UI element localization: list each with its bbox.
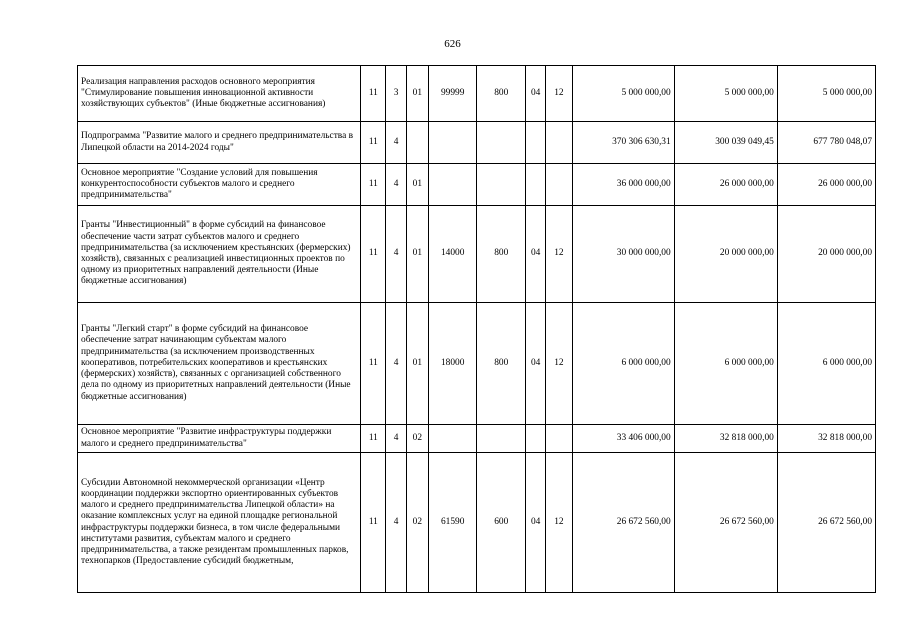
code-cell: 04 [526, 66, 546, 122]
code-cell: 01 [406, 303, 428, 425]
code-cell [546, 164, 572, 206]
row-name: Основное мероприятие "Создание условий для повышения конкурентоспособности субъектов малого и среднего предпринимательства" [78, 164, 361, 206]
code-cell: 11 [361, 303, 386, 425]
amount-cell: 32 818 000,00 [674, 425, 777, 453]
page-number: 626 [444, 38, 461, 50]
code-cell: 4 [386, 122, 406, 164]
code-cell: 18000 [428, 303, 477, 425]
code-cell: 01 [406, 206, 428, 303]
code-cell [526, 164, 546, 206]
amount-cell: 6 000 000,00 [777, 303, 875, 425]
code-cell: 02 [406, 453, 428, 593]
code-cell: 61590 [428, 453, 477, 593]
code-cell: 14000 [428, 206, 477, 303]
code-cell [477, 122, 526, 164]
code-cell: 4 [386, 303, 406, 425]
code-cell: 600 [477, 453, 526, 593]
code-cell: 99999 [428, 66, 477, 122]
row-name: Гранты "Легкий старт" в форме субсидий на финансовое обеспечение затрат начинающим субъектам малого предпринимательства (за исключением производственных кооперативов, потребительских кооперативов и крестьянских (фермерских) хозяйств), связанных с организацией собственного дела по одному из приоритетных направлений деятельности (Иные бюджетные ассигнования) [78, 303, 361, 425]
code-cell: 11 [361, 122, 386, 164]
code-cell: 4 [386, 425, 406, 453]
row-name: Подпрограмма "Развитие малого и среднего предпринимательства в Липецкой области на 2014-2024 годы" [78, 122, 361, 164]
amount-cell: 5 000 000,00 [572, 66, 674, 122]
code-cell [428, 425, 477, 453]
code-cell: 01 [406, 66, 428, 122]
code-cell: 12 [546, 66, 572, 122]
code-cell [546, 425, 572, 453]
code-cell: 11 [361, 164, 386, 206]
code-cell: 11 [361, 453, 386, 593]
code-cell: 4 [386, 164, 406, 206]
table-row [78, 66, 876, 122]
amount-cell: 26 672 560,00 [572, 453, 674, 593]
table-row [78, 122, 876, 164]
code-cell: 800 [477, 66, 526, 122]
code-cell: 11 [361, 425, 386, 453]
amount-cell: 20 000 000,00 [777, 206, 875, 303]
table-row [78, 303, 876, 425]
amount-cell: 26 000 000,00 [674, 164, 777, 206]
code-cell: 11 [361, 206, 386, 303]
row-name: Реализация направления расходов основного мероприятия "Стимулирование повышения инновационной активности хозяйствующих субъектов" (Иные бюджетные ассигнования) [78, 66, 361, 122]
amount-cell: 26 000 000,00 [777, 164, 875, 206]
code-cell [526, 425, 546, 453]
amount-cell: 32 818 000,00 [777, 425, 875, 453]
code-cell: 01 [406, 164, 428, 206]
amount-cell: 677 780 048,07 [777, 122, 875, 164]
code-cell: 04 [526, 303, 546, 425]
code-cell: 04 [526, 453, 546, 593]
table-row [78, 206, 876, 303]
code-cell: 3 [386, 66, 406, 122]
row-name: Гранты "Инвестиционный" в форме субсидий на финансовое обеспечение части затрат субъектов малого и среднего предпринимательства (за исключением крестьянских (фермерских) хозяйств), связанных с реализацией инвестиционных проектов по одному из приоритетных направлений деятельности (Иные бюджетные ассигнования) [78, 206, 361, 303]
amount-cell: 5 000 000,00 [777, 66, 875, 122]
table-row [78, 164, 876, 206]
amount-cell: 26 672 560,00 [674, 453, 777, 593]
amount-cell: 370 306 630,31 [572, 122, 674, 164]
amount-cell: 30 000 000,00 [572, 206, 674, 303]
budget-table [77, 65, 876, 593]
amount-cell: 33 406 000,00 [572, 425, 674, 453]
amount-cell: 6 000 000,00 [674, 303, 777, 425]
code-cell [477, 425, 526, 453]
amount-cell: 36 000 000,00 [572, 164, 674, 206]
code-cell: 4 [386, 206, 406, 303]
code-cell: 02 [406, 425, 428, 453]
code-cell: 04 [526, 206, 546, 303]
amount-cell: 20 000 000,00 [674, 206, 777, 303]
code-cell [428, 122, 477, 164]
amount-cell: 300 039 049,45 [674, 122, 777, 164]
amount-cell: 6 000 000,00 [572, 303, 674, 425]
row-name: Основное мероприятие "Развитие инфраструктуры поддержки малого и среднего предпринимательства" [78, 425, 361, 453]
code-cell: 800 [477, 206, 526, 303]
row-name: Субсидии Автономной некоммерческой организации «Центр координации поддержки экспортно ориентированных субъектов малого и среднего предпринимательства Липецкой области» на оказание комплексных услуг на единой площадке региональной инфраструктуры поддержки бизнеса, в том числе федеральными институтами развития, субъектам малого и среднего предпринимательства, а также резидентам промышленных парков, технопарков (Предоставление субсидий бюджетным, [78, 453, 361, 593]
code-cell: 4 [386, 453, 406, 593]
amount-cell: 26 672 560,00 [777, 453, 875, 593]
code-cell [428, 164, 477, 206]
table-row [78, 425, 876, 453]
code-cell [526, 122, 546, 164]
code-cell: 12 [546, 453, 572, 593]
code-cell [477, 164, 526, 206]
code-cell: 11 [361, 66, 386, 122]
code-cell: 12 [546, 206, 572, 303]
code-cell [546, 122, 572, 164]
code-cell: 800 [477, 303, 526, 425]
table-row [78, 453, 876, 593]
amount-cell: 5 000 000,00 [674, 66, 777, 122]
code-cell: 12 [546, 303, 572, 425]
code-cell [406, 122, 428, 164]
